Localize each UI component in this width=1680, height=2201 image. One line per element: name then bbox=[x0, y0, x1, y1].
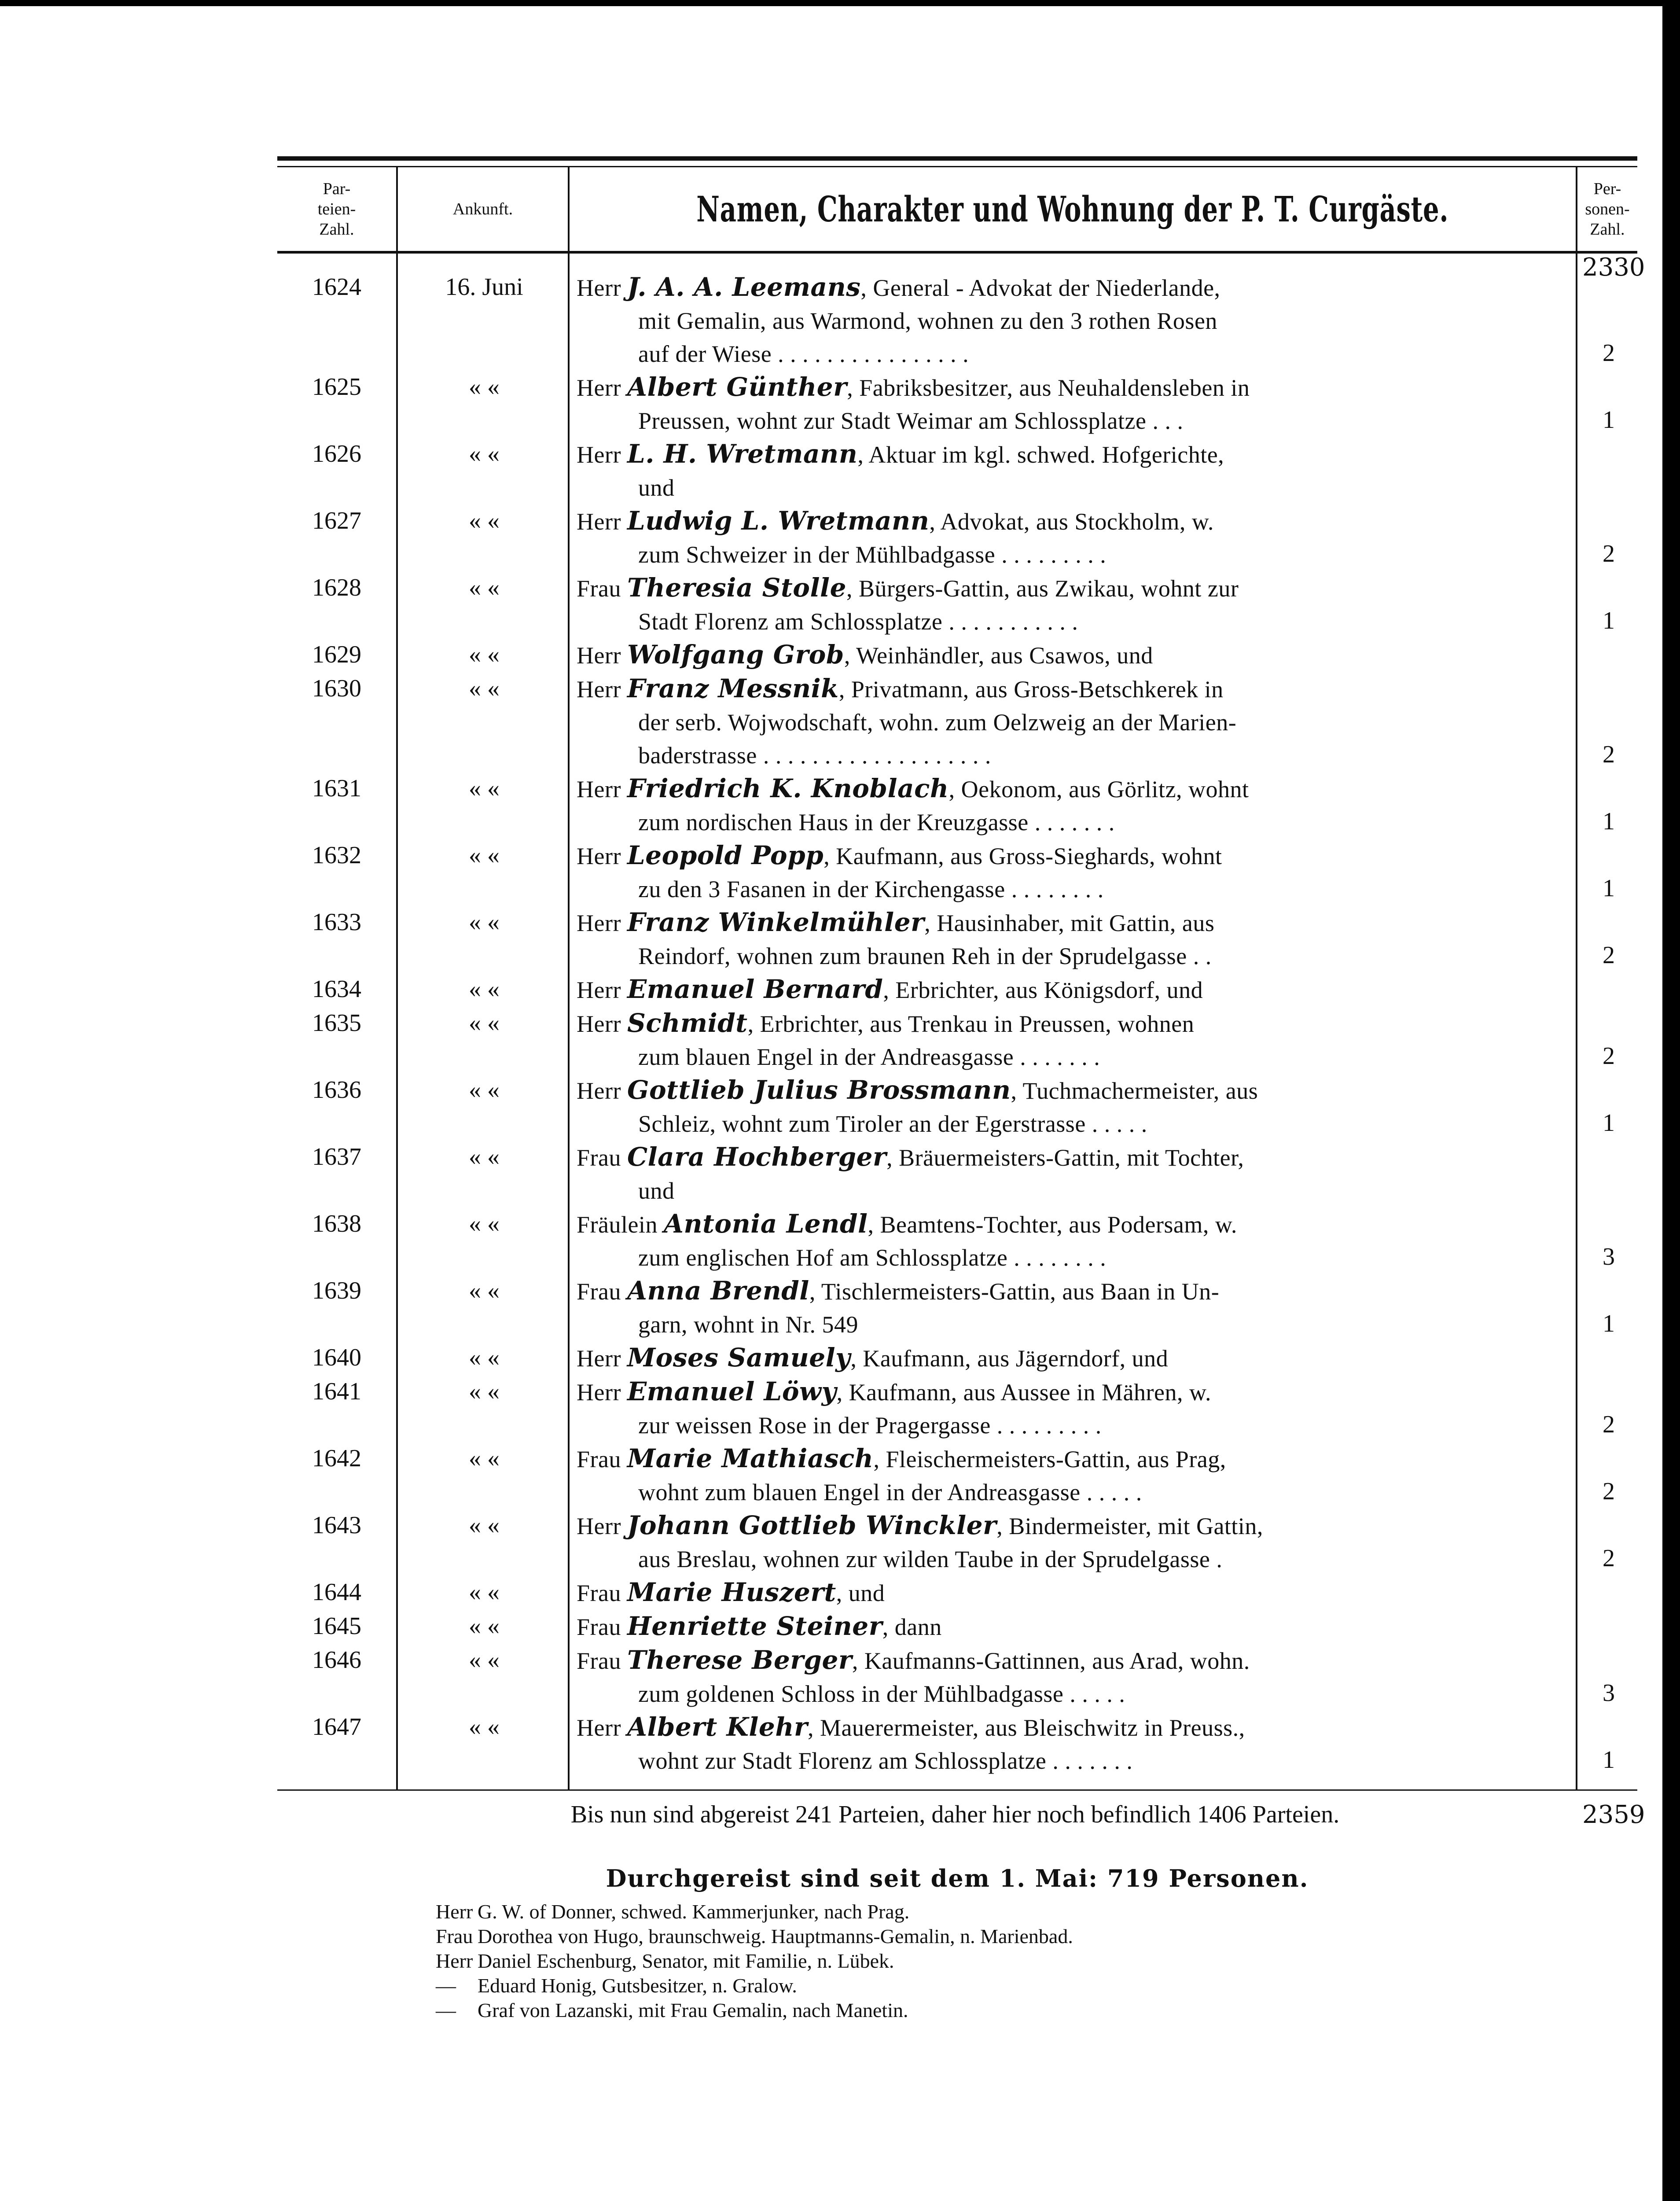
guest-name: Therese Berger bbox=[627, 1645, 852, 1675]
description-line: Herr Wolfgang Grob, Weinhändler, aus Csawos, und bbox=[577, 640, 1153, 670]
guest-title: Frau bbox=[577, 1648, 621, 1674]
arrival-date: « « bbox=[469, 1210, 500, 1237]
guest-details: Erbrichter, aus Trenkau in Preussen, wohnen bbox=[760, 1011, 1195, 1037]
arrival-date: « « bbox=[469, 1277, 500, 1304]
guest-details: Tuchmachermeister, aus bbox=[1022, 1078, 1258, 1104]
arrival-date: « « bbox=[469, 641, 500, 668]
guest-title: Herr bbox=[577, 1345, 621, 1372]
guest-title: Herr bbox=[577, 1513, 621, 1539]
guest-description bbox=[577, 1375, 1571, 1442]
party-number: 1631 bbox=[312, 775, 361, 802]
person-count: 2 bbox=[1603, 1042, 1615, 1070]
guest-description bbox=[577, 906, 1571, 973]
guest-name: Ludwig L. Wretmann bbox=[627, 506, 930, 536]
table-row bbox=[277, 1576, 1637, 1610]
traveler-prefix: Herr bbox=[436, 1900, 473, 1923]
guest-description bbox=[577, 1610, 1571, 1644]
guest-title: Frau bbox=[577, 1580, 621, 1606]
table-row bbox=[277, 1341, 1637, 1375]
party-number: 1627 bbox=[312, 507, 361, 534]
arrival-date: « « bbox=[469, 1344, 500, 1371]
passed-through-title: Durchgereist sind seit dem 1. Mai: 719 Personen. bbox=[606, 1864, 1309, 1892]
party-number: 1641 bbox=[312, 1378, 361, 1405]
arrival-date: « « bbox=[469, 1512, 500, 1539]
guest-details: dann bbox=[894, 1614, 942, 1640]
guest-title: Herr bbox=[577, 910, 621, 936]
description-line: Frau Therese Berger, Kaufmanns-Gattinnen, aus Arad, wohn. bbox=[577, 1645, 1250, 1675]
person-count: 1 bbox=[1603, 808, 1615, 835]
traveler-text: Eduard Honig, Gutsbesitzer, n. Gralow. bbox=[478, 1974, 797, 1997]
guest-description bbox=[577, 638, 1571, 672]
guest-title: Herr bbox=[577, 275, 621, 301]
list-item bbox=[436, 1949, 1492, 1973]
party-number: 1636 bbox=[312, 1076, 361, 1104]
party-number: 1635 bbox=[312, 1009, 361, 1037]
guest-name: Emanuel Bernard bbox=[627, 974, 883, 1004]
table-bottom-rule bbox=[277, 1789, 1637, 1791]
arrival-date: « « bbox=[469, 1713, 500, 1741]
guest-title: Herr bbox=[577, 977, 621, 1003]
description-line: Herr Schmidt, Erbrichter, aus Trenkau in Preussen, wohnen bbox=[577, 1008, 1195, 1038]
guest-title: Herr bbox=[577, 642, 621, 669]
guest-details: Mauerermeister, aus Bleischwitz in Preuss., bbox=[820, 1715, 1245, 1741]
table-row bbox=[277, 1610, 1637, 1644]
list-item bbox=[436, 1899, 1492, 1924]
arrival-date: « « bbox=[469, 675, 500, 702]
guest-description bbox=[577, 371, 1571, 438]
header-bottom-rule bbox=[277, 251, 1637, 254]
guest-title: Frau bbox=[577, 1446, 621, 1472]
party-number: 1644 bbox=[312, 1579, 361, 1606]
guest-title: Herr bbox=[577, 1078, 621, 1104]
traveler-prefix: — bbox=[436, 1999, 456, 2021]
guest-title: Herr bbox=[577, 1379, 621, 1406]
guest-name: Theresia Stolle bbox=[627, 573, 846, 603]
guest-title: Herr bbox=[577, 375, 621, 401]
person-count: 2 bbox=[1603, 1478, 1615, 1505]
guest-title: Herr bbox=[577, 843, 621, 869]
table-row bbox=[277, 839, 1637, 906]
person-count: 2 bbox=[1603, 1545, 1615, 1572]
guest-description bbox=[577, 672, 1571, 772]
scan-edge-top bbox=[0, 0, 1680, 6]
traveler-text: G. W. of Donner, schwed. Kammerjunker, nach Prag. bbox=[478, 1900, 910, 1923]
description-line: Frau Anna Brendl, Tischlermeisters-Gattin, aus Baan in Un- bbox=[577, 1276, 1220, 1306]
person-count: 1 bbox=[1603, 875, 1615, 902]
guest-details: Privatmann, aus Gross-Betschkerek in bbox=[851, 676, 1224, 703]
guest-name: Emanuel Löwy bbox=[627, 1377, 837, 1406]
carry-over-total: 2330 bbox=[1582, 253, 1645, 282]
table-row bbox=[277, 973, 1637, 1007]
person-count: 3 bbox=[1603, 1243, 1615, 1270]
header-rule-thin bbox=[277, 166, 1637, 167]
arrival-date: « « bbox=[469, 1378, 500, 1405]
guest-title: Herr bbox=[577, 508, 621, 535]
description-line: Herr Emanuel Löwy, Kaufmann, aus Aussee in Mähren, w. bbox=[577, 1377, 1211, 1406]
arrival-date: « « bbox=[469, 440, 500, 467]
list-item bbox=[436, 1973, 1492, 1998]
guest-title: Herr bbox=[577, 776, 621, 802]
person-count: 3 bbox=[1603, 1679, 1615, 1707]
guest-details: Aktuar im kgl. schwed. Hofgerichte, bbox=[868, 442, 1224, 468]
party-number: 1634 bbox=[312, 975, 361, 1003]
header-persons: Per- sonen- Zahl. bbox=[1585, 180, 1630, 239]
person-count: 1 bbox=[1603, 607, 1615, 634]
arrival-date: « « bbox=[469, 1612, 500, 1640]
guest-name: Leopold Popp bbox=[627, 840, 824, 870]
table-row bbox=[277, 1644, 1637, 1711]
guest-details: Fabriksbesitzer, aus Neuhaldensleben in bbox=[859, 375, 1250, 401]
guest-title: Frau bbox=[577, 1614, 621, 1640]
guest-name: L. H. Wretmann bbox=[627, 439, 858, 469]
description-continuation: auf der Wiese . . . . . . . . . . . . . . . . bbox=[638, 341, 969, 367]
guest-details: Kaufmanns-Gattinnen, aus Arad, wohn. bbox=[864, 1648, 1250, 1674]
table-row bbox=[277, 1375, 1637, 1442]
passed-through-list bbox=[436, 1899, 1492, 2023]
person-count: 1 bbox=[1603, 1746, 1615, 1774]
table-row bbox=[277, 1274, 1637, 1341]
party-number: 1630 bbox=[312, 675, 361, 702]
guest-description bbox=[577, 438, 1571, 504]
description-continuation: zum Schweizer in der Mühlbadgasse . . . . . . . . . bbox=[638, 541, 1107, 568]
description-line: Herr Emanuel Bernard, Erbrichter, aus Königsdorf, und bbox=[577, 974, 1203, 1004]
arrival-date: 16. Juni bbox=[445, 273, 523, 301]
guest-name: Henriette Steiner bbox=[627, 1611, 882, 1641]
arrival-date: « « bbox=[469, 1009, 500, 1037]
header-names bbox=[570, 169, 1576, 249]
guest-details: Fleischermeisters-Gattin, aus Prag, bbox=[886, 1446, 1226, 1472]
table-row bbox=[277, 772, 1637, 839]
guest-details: Tischlermeisters-Gattin, aus Baan in Un- bbox=[821, 1278, 1220, 1305]
guest-details: Weinhändler, aus Csawos, und bbox=[856, 642, 1153, 669]
traveler-prefix: — bbox=[436, 1974, 456, 1997]
guest-description bbox=[577, 1442, 1571, 1509]
entries-list bbox=[277, 271, 1637, 1778]
table-row bbox=[277, 1207, 1637, 1274]
person-count: 2 bbox=[1603, 741, 1615, 768]
guest-details: Kaufmann, aus Gross-Sieghards, wohnt bbox=[836, 843, 1222, 869]
description-line: Herr L. H. Wretmann, Aktuar im kgl. schwed. Hofgerichte, bbox=[577, 439, 1224, 469]
description-continuation: zur weissen Rose in der Pragergasse . . . . . . . . . bbox=[638, 1412, 1102, 1439]
header-parties: Par- teien- Zahl. bbox=[317, 180, 356, 239]
guest-description bbox=[577, 1074, 1571, 1141]
guest-name: Franz Winkelmühler bbox=[627, 907, 925, 937]
party-number: 1633 bbox=[312, 909, 361, 936]
description-line: Herr Gottlieb Julius Brossmann, Tuchmachermeister, aus bbox=[577, 1075, 1258, 1105]
guest-name: Gottlieb Julius Brossmann bbox=[627, 1075, 1011, 1105]
final-total: 2359 bbox=[1582, 1800, 1645, 1829]
description-line: Frau Clara Hochberger, Bräuermeisters-Gattin, mit Tochter, bbox=[577, 1142, 1244, 1172]
party-number: 1624 bbox=[312, 273, 361, 301]
description-continuation: baderstrasse . . . . . . . . . . . . . . . . . . . bbox=[638, 742, 991, 769]
table-row bbox=[277, 371, 1637, 438]
scan-edge-right bbox=[1662, 0, 1680, 2201]
table-row bbox=[277, 271, 1637, 371]
party-number: 1642 bbox=[312, 1445, 361, 1472]
guest-details: Erbrichter, aus Königsdorf, und bbox=[895, 977, 1203, 1003]
description-line: Frau Henriette Steiner, dann bbox=[577, 1611, 942, 1641]
header-names-title: Namen, Charakter und Wohnung der P. T. Curgäste. bbox=[696, 188, 1449, 230]
party-number: 1640 bbox=[312, 1344, 361, 1371]
guest-details: Advokat, aus Stockholm, w. bbox=[940, 508, 1214, 535]
guest-description bbox=[577, 504, 1571, 571]
description-line: Frau Marie Mathiasch, Fleischermeisters-Gattin, aus Prag, bbox=[577, 1443, 1226, 1473]
description-continuation: garn, wohnt in Nr. 549 bbox=[638, 1311, 858, 1338]
arrival-date: « « bbox=[469, 1143, 500, 1170]
description-line: Herr Albert Klehr, Mauerermeister, aus Bleischwitz in Preuss., bbox=[577, 1712, 1245, 1742]
arrival-date: « « bbox=[469, 1445, 500, 1472]
party-number: 1646 bbox=[312, 1646, 361, 1674]
guest-details: Bürgers-Gattin, aus Zwikau, wohnt zur bbox=[858, 575, 1239, 602]
guest-description bbox=[577, 1007, 1571, 1074]
arrival-date: « « bbox=[469, 1076, 500, 1104]
description-continuation: Stadt Florenz am Schlossplatze . . . . . . . . . . . bbox=[638, 608, 1078, 635]
description-continuation: Preussen, wohnt zur Stadt Weimar am Schlossplatze . . . bbox=[638, 408, 1184, 434]
traveler-prefix: Herr bbox=[436, 1950, 473, 1972]
list-item bbox=[436, 1998, 1492, 2023]
party-number: 1638 bbox=[312, 1210, 361, 1237]
table-row bbox=[277, 1442, 1637, 1509]
guest-name: Moses Samuely bbox=[627, 1343, 851, 1373]
arrival-date: « « bbox=[469, 775, 500, 802]
party-number: 1645 bbox=[312, 1612, 361, 1640]
guest-title: Frau bbox=[577, 575, 621, 602]
arrival-date: « « bbox=[469, 574, 500, 601]
arrival-date: « « bbox=[469, 1579, 500, 1606]
guest-description bbox=[577, 1644, 1571, 1711]
party-number: 1628 bbox=[312, 574, 361, 601]
traveler-text: Graf von Lazanski, mit Frau Gemalin, nach Manetin. bbox=[478, 1999, 908, 2021]
table-row bbox=[277, 1509, 1637, 1576]
guest-name: Schmidt bbox=[627, 1008, 748, 1038]
traveler-prefix: Frau bbox=[436, 1925, 473, 1947]
header-rule-thick bbox=[277, 156, 1637, 161]
table-row bbox=[277, 1141, 1637, 1207]
guest-details: und bbox=[848, 1580, 885, 1606]
description-line: Herr Friedrich K. Knoblach, Oekonom, aus Görlitz, wohnt bbox=[577, 773, 1249, 803]
guest-name: Marie Mathiasch bbox=[627, 1443, 874, 1473]
guest-description bbox=[577, 271, 1571, 371]
guest-description bbox=[577, 1341, 1571, 1375]
guest-title: Frau bbox=[577, 1278, 621, 1305]
description-line: Herr Moses Samuely, Kaufmann, aus Jägerndorf, und bbox=[577, 1343, 1169, 1373]
traveler-text: Daniel Eschenburg, Senator, mit Familie, n. Lübek. bbox=[478, 1950, 894, 1972]
guest-description bbox=[577, 1141, 1571, 1207]
description-line: Herr Franz Messnik, Privatmann, aus Gross-Betschkerek in bbox=[577, 674, 1224, 703]
person-count: 1 bbox=[1603, 1109, 1615, 1137]
description-continuation: Reindorf, wohnen zum braunen Reh in der Sprudelgasse . . bbox=[638, 943, 1212, 969]
table-row bbox=[277, 1007, 1637, 1074]
departure-summary: Bis nun sind abgereist 241 Parteien, daher hier noch befindlich 1406 Parteien. bbox=[570, 1801, 1340, 1828]
guest-description bbox=[577, 839, 1571, 906]
guest-details: Bindermeister, mit Gattin, bbox=[1009, 1513, 1263, 1539]
party-number: 1625 bbox=[312, 373, 361, 401]
table-row bbox=[277, 438, 1637, 504]
description-continuation: zum englischen Hof am Schlossplatze . . . . . . . . bbox=[638, 1244, 1107, 1271]
guest-description bbox=[577, 772, 1571, 839]
guest-name: Antonia Lendl bbox=[663, 1209, 868, 1239]
arrival-date: « « bbox=[469, 909, 500, 936]
table-row bbox=[277, 906, 1637, 973]
guest-description bbox=[577, 1711, 1571, 1778]
party-number: 1629 bbox=[312, 641, 361, 668]
guest-title: Fräulein bbox=[577, 1211, 658, 1238]
guest-title: Herr bbox=[577, 442, 621, 468]
description-line: Herr J. A. A. Leemans, General - Advokat der Niederlande, bbox=[577, 272, 1220, 302]
guest-details: Hausinhaber, mit Gattin, aus bbox=[937, 910, 1215, 936]
description-line: Fräulein Antonia Lendl, Beamtens-Tochter, aus Podersam, w. bbox=[577, 1209, 1237, 1239]
table-row bbox=[277, 1711, 1637, 1778]
description-continuation: wohnt zur Stadt Florenz am Schlossplatze . . . . . . . bbox=[638, 1748, 1133, 1774]
party-number: 1632 bbox=[312, 842, 361, 869]
arrival-date: « « bbox=[469, 842, 500, 869]
guest-description bbox=[577, 1509, 1571, 1576]
guest-description bbox=[577, 1274, 1571, 1341]
guest-name: Johann Gottlieb Winckler bbox=[627, 1510, 997, 1540]
person-count: 1 bbox=[1603, 406, 1615, 434]
guest-name: Albert Klehr bbox=[627, 1712, 808, 1742]
guest-name: Wolfgang Grob bbox=[627, 640, 844, 670]
guest-name: Franz Messnik bbox=[627, 674, 839, 703]
person-count: 1 bbox=[1603, 1310, 1615, 1337]
guest-details: Bräuermeisters-Gattin, mit Tochter, bbox=[899, 1145, 1244, 1171]
description-line: Herr Leopold Popp, Kaufmann, aus Gross-Sieghards, wohnt bbox=[577, 840, 1222, 870]
guest-name: Friedrich K. Knoblach bbox=[627, 773, 949, 803]
description-line: Herr Albert Günther, Fabriksbesitzer, aus Neuhaldensleben in bbox=[577, 372, 1250, 402]
description-continuation: mit Gemalin, aus Warmond, wohnen zu den 3 rothen Rosen bbox=[638, 308, 1217, 334]
party-number: 1626 bbox=[312, 440, 361, 467]
description-continuation: wohnt zum blauen Engel in der Andreasgasse . . . . . bbox=[638, 1479, 1142, 1505]
party-number: 1639 bbox=[312, 1277, 361, 1304]
description-continuation: Schleiz, wohnt zum Tiroler an der Egerstrasse . . . . . bbox=[638, 1111, 1147, 1137]
description-line: Herr Ludwig L. Wretmann, Advokat, aus Stockholm, w. bbox=[577, 506, 1214, 536]
header-arrival: Ankunft. bbox=[452, 200, 513, 218]
guest-title: Herr bbox=[577, 676, 621, 703]
description-continuation: und bbox=[638, 1178, 675, 1204]
guest-title: Frau bbox=[577, 1145, 621, 1171]
guest-name: J. A. A. Leemans bbox=[627, 272, 861, 302]
arrival-date: « « bbox=[469, 975, 500, 1003]
description-continuation: zum blauen Engel in der Andreasgasse . . . . . . . bbox=[638, 1044, 1100, 1070]
guest-title: Herr bbox=[577, 1715, 621, 1741]
description-continuation: der serb. Wojwodschaft, wohn. zum Oelzweig an der Marien- bbox=[638, 709, 1237, 736]
traveler-text: Dorothea von Hugo, braunschweig. Hauptmanns-Gemalin, n. Marienbad. bbox=[478, 1925, 1073, 1947]
guest-details: Beamtens-Tochter, aus Podersam, w. bbox=[880, 1211, 1237, 1238]
description-line: Frau Marie Huszert, und bbox=[577, 1577, 885, 1607]
guest-name: Marie Huszert bbox=[627, 1577, 836, 1607]
description-line: Herr Johann Gottlieb Winckler, Bindermeister, mit Gattin, bbox=[577, 1510, 1263, 1540]
guest-description bbox=[577, 571, 1571, 638]
arrival-date: « « bbox=[469, 373, 500, 401]
register-page bbox=[277, 156, 1645, 2058]
guest-details: Kaufmann, aus Aussee in Mähren, w. bbox=[849, 1379, 1211, 1406]
description-continuation: aus Breslau, wohnen zur wilden Taube in der Sprudelgasse . bbox=[638, 1546, 1223, 1572]
table-row bbox=[277, 638, 1637, 672]
guest-details: Kaufmann, aus Jägerndorf, und bbox=[863, 1345, 1169, 1372]
description-continuation: zum nordischen Haus in der Kreuzgasse . . . . . . . bbox=[638, 809, 1115, 835]
description-line: Frau Theresia Stolle, Bürgers-Gattin, aus Zwikau, wohnt zur bbox=[577, 573, 1239, 603]
party-number: 1647 bbox=[312, 1713, 361, 1741]
guest-name: Albert Günther bbox=[627, 372, 847, 402]
arrival-date: « « bbox=[469, 1646, 500, 1674]
person-count: 2 bbox=[1603, 942, 1615, 969]
person-count: 2 bbox=[1603, 339, 1615, 367]
table-row bbox=[277, 504, 1637, 571]
guest-name: Anna Brendl bbox=[627, 1276, 809, 1306]
description-line: Herr Franz Winkelmühler, Hausinhaber, mit Gattin, aus bbox=[577, 907, 1215, 937]
person-count: 2 bbox=[1603, 540, 1615, 567]
description-continuation: und bbox=[638, 475, 675, 501]
guest-description bbox=[577, 1207, 1571, 1274]
person-count: 2 bbox=[1603, 1411, 1615, 1438]
description-continuation: zum goldenen Schloss in der Mühlbadgasse . . . . . bbox=[638, 1681, 1125, 1707]
guest-details: Oekonom, aus Görlitz, wohnt bbox=[961, 776, 1249, 802]
party-number: 1637 bbox=[312, 1143, 361, 1170]
description-continuation: zu den 3 Fasanen in der Kirchengasse . . . . . . . . bbox=[638, 876, 1104, 902]
guest-description bbox=[577, 1576, 1571, 1610]
arrival-date: « « bbox=[469, 507, 500, 534]
guest-description bbox=[577, 973, 1571, 1007]
table-row bbox=[277, 571, 1637, 638]
guest-details: General - Advokat der Niederlande, bbox=[873, 275, 1220, 301]
table-row bbox=[277, 672, 1637, 772]
party-number: 1643 bbox=[312, 1512, 361, 1539]
guest-name: Clara Hochberger bbox=[627, 1142, 887, 1172]
guest-title: Herr bbox=[577, 1011, 621, 1037]
table-row bbox=[277, 1074, 1637, 1141]
list-item bbox=[436, 1924, 1492, 1949]
